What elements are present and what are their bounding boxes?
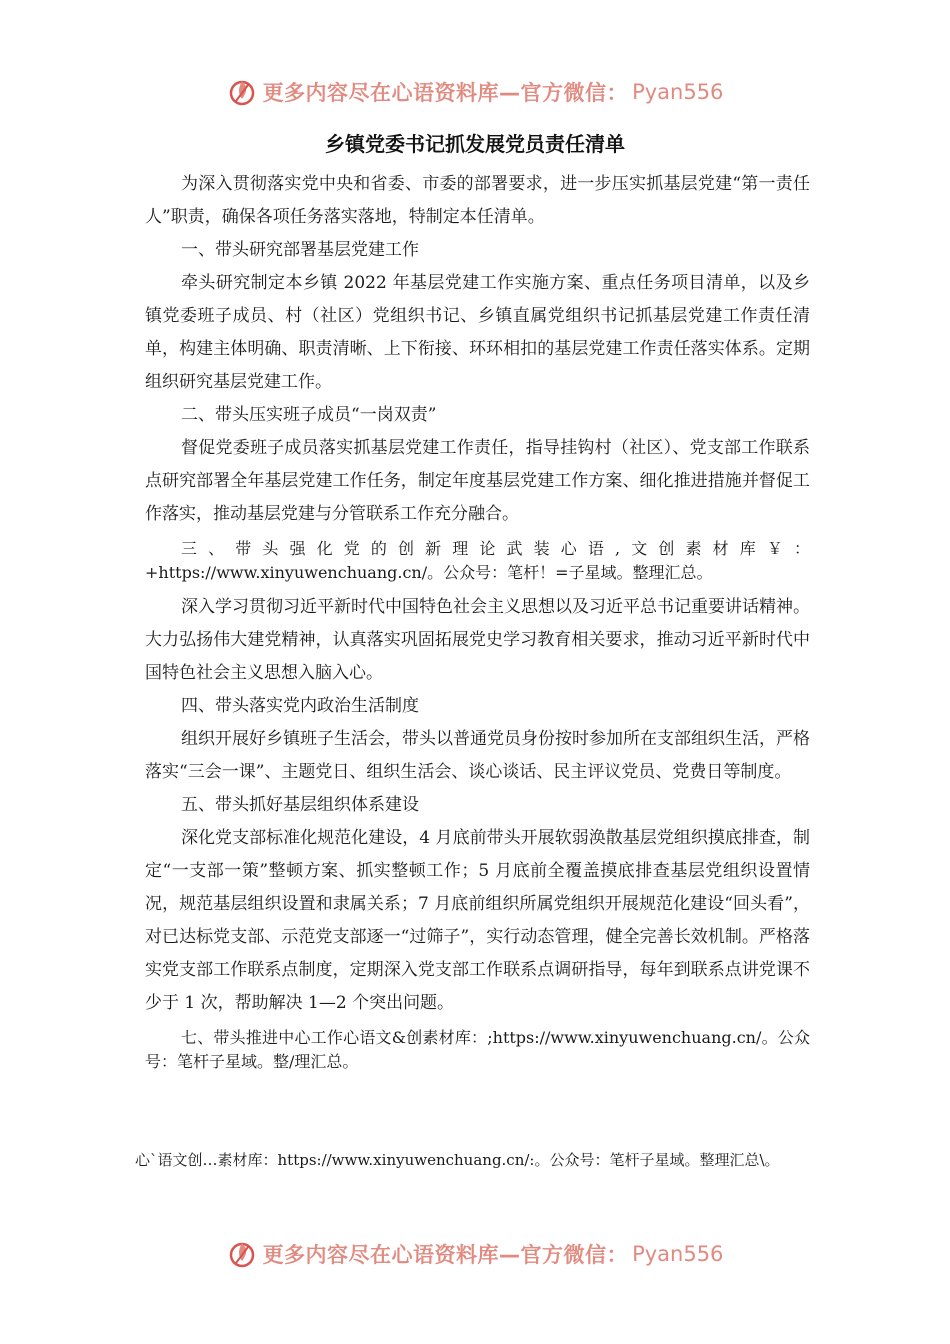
section-heading-2: 二、带头压实班子成员“一岗双责” <box>181 405 437 425</box>
section-body-3: 深入学习贯彻习近平新时代中国特色社会主义思想以及习近平总书记重要讲话精神。大力弘扬伟大建党精神，认真落实巩固拓展党史学习教育相关要求，推动习近平新时代中国特色社会主义思想入脑入心。 <box>145 597 810 683</box>
section-heading-7: 七、带头推进中心工作心语文&创素材库：;https://www.xinyuwenchuang.cn/。公众号：笔杆子星域。整/理汇总。 <box>145 1028 810 1071</box>
footer-note: 心`语文创…素材库：https://www.xinyuwenchuang.cn/:。公众号：笔杆子星域。整理汇总\。 <box>135 1151 780 1169</box>
flame-pen-logo-icon <box>227 77 257 107</box>
section-heading-5: 五、带头抓好基层组织体系建设 <box>181 795 419 815</box>
section-body-2: 督促党委班子成员落实抓基层党建工作责任，指导挂钩村（社区）、党支部工作联系点研究部署全年基层党建工作任务，制定年度基层党建工作方案、细化推进措施并督促工作落实，推动基层党建与分管联系工作充分融合。 <box>145 438 810 524</box>
banner-wechat-id: Pyan556 <box>632 80 724 104</box>
section-heading-3: 三、带头强化党的创新理论武装心语,文创素材库￥：+https://www.xinyuwenchuang.cn/。公众号：笔杆！=子星域。整理汇总。 <box>145 539 810 582</box>
section-heading-1: 一、带头研究部署基层党建工作 <box>181 240 419 260</box>
section-heading-4: 四、带头落实党内政治生活制度 <box>181 696 419 716</box>
footer-banner <box>0 1236 950 1272</box>
flame-pen-logo-icon <box>227 1239 257 1269</box>
banner-wechat-id: Pyan556 <box>632 1242 724 1266</box>
document-body <box>145 168 810 1080</box>
banner-text: 更多内容尽在心语资料库—官方微信： <box>262 81 629 105</box>
banner-text: 更多内容尽在心语资料库—官方微信： <box>262 1243 629 1267</box>
intro-paragraph: 为深入贯彻落实党中央和省委、市委的部署要求，进一步压实抓基层党建“第一责任人”职责，确保各项任务落实落地，特制定本任清单。 <box>145 174 810 227</box>
section-body-1: 牵头研究制定本乡镇 2022 年基层党建工作实施方案、重点任务项目清单，以及乡镇党委班子成员、村（社区）党组织书记、乡镇直属党组织书记抓基层党建工作责任清单，构建主体明确、职责清晰、上下衔接、环环相扣的基层党建工作责任落实体系。定期组织研究基层党建工作。 <box>145 273 810 392</box>
page-title: 乡镇党委书记抓发展党员责任清单 <box>325 132 625 156</box>
header-banner <box>0 74 950 110</box>
section-body-5: 深化党支部标准化规范化建设，4 月底前带头开展软弱涣散基层党组织摸底排查，制定“一支部一策”整顿方案、抓实整顿工作；5 月底前全覆盖摸底排查基层党组织设置情况，规范基层组织设置和隶属关系；7 月底前组织所属党组织开展规范化建设“回头看”，对已达标党支部、示范党支部逐一“过筛子”，实行动态管理，健全完善长效机制。严格落实党支部工作联系点制度，定期深入党支部工作联系点调研指导，每年到联系点讲党课不少于 1 次，帮助解决 1—2 个突出问题。 <box>145 828 810 1013</box>
section-body-4: 组织开展好乡镇班子生活会，带头以普通党员身份按时参加所在支部组织生活，严格落实“三会一课”、主题党日、组织生活会、谈心谈话、民主评议党员、党费日等制度。 <box>145 729 810 782</box>
